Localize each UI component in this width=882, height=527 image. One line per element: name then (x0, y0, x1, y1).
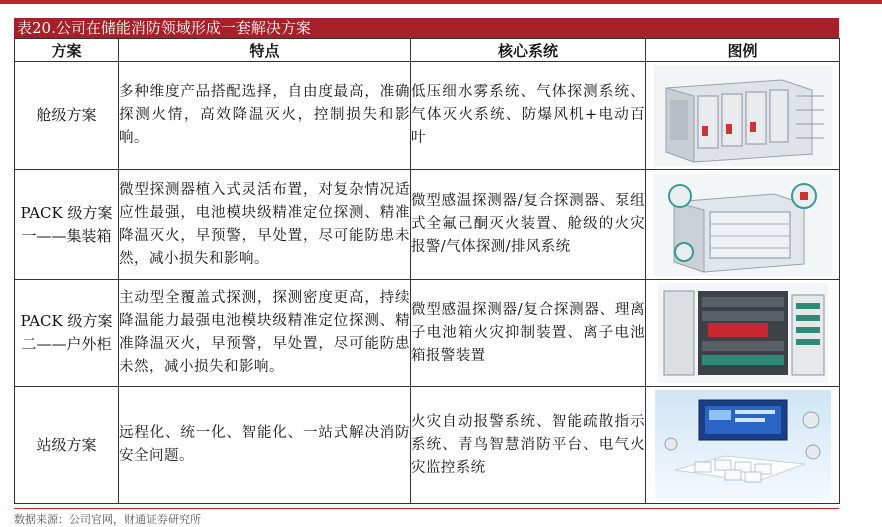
features-cell: 多种维度产品搭配选择，自由度最高，准确探测火情，高效降温灭火，控制损失和影响。 (119, 62, 411, 170)
plan-cell: PACK 级方案二——户外柜 (15, 280, 119, 387)
plan-cell: PACK 级方案一——集装箱 (15, 170, 119, 280)
features-cell: 主动型全覆盖式探测，探测密度更高，持续降温能力最强电池模块级精准定位探测、精准降温灭火，早预警，早处置，尽可能防患未然，减小损失和影响。 (119, 280, 411, 387)
illustration-cell (646, 387, 840, 504)
illustration-cell (646, 280, 840, 387)
features-cell: 远程化、统一化、智能化、一站式解决消防安全问题。 (119, 387, 411, 504)
table-row (15, 170, 840, 280)
core-systems-cell: 火灾自动报警系统、智能疏散指示系统、青鸟智慧消防平台、电气火灾监控系统 (411, 387, 646, 504)
core-systems-cell: 微型感温探测器/复合探测器、理离子电池箱火灾抑制装置、离子电池箱报警装置 (411, 280, 646, 387)
header-core-systems: 核心系统 (411, 39, 646, 62)
plan-cell: 舱级方案 (15, 62, 119, 170)
table-row (15, 62, 840, 170)
table-title: 表20.公司在储能消防领域形成一套解决方案 (14, 18, 839, 38)
core-systems-cell: 微型感温探测器/复合探测器、泵组式全氟己酮灭火装置、舱级的火灾报警/气体探测/排风系统 (411, 170, 646, 280)
outdoor-cabinet-illustration (658, 283, 828, 383)
table-row (15, 387, 840, 504)
header-row (15, 39, 840, 62)
source-note: 数据来源：公司官网，财通证券研究所 (14, 513, 201, 526)
header-features: 特点 (119, 39, 411, 62)
solutions-table (14, 38, 840, 504)
header-plan: 方案 (15, 39, 119, 62)
plan-cell: 站级方案 (15, 387, 119, 504)
illustration-cell (646, 170, 840, 280)
core-systems-cell: 低压细水雾系统、气体探测系统、气体灭火系统、防爆风机+电动百叶 (411, 62, 646, 170)
station-platform-illustration (655, 390, 831, 500)
bottom-rule (14, 508, 839, 509)
table-row (15, 280, 840, 387)
features-cell: 微型探测器植入式灵活布置，对复杂情况适应性最强，电池模块级精准定位探测、精准降温灭火，早预警，早处置，尽可能防患未然，减小损失和影响。 (119, 170, 411, 280)
illustration-cell (646, 62, 840, 170)
header-illustration: 图例 (646, 39, 840, 62)
top-accent-line (0, 0, 882, 4)
container-pack-illustration (654, 174, 832, 276)
container-cabin-illustration (654, 66, 832, 166)
